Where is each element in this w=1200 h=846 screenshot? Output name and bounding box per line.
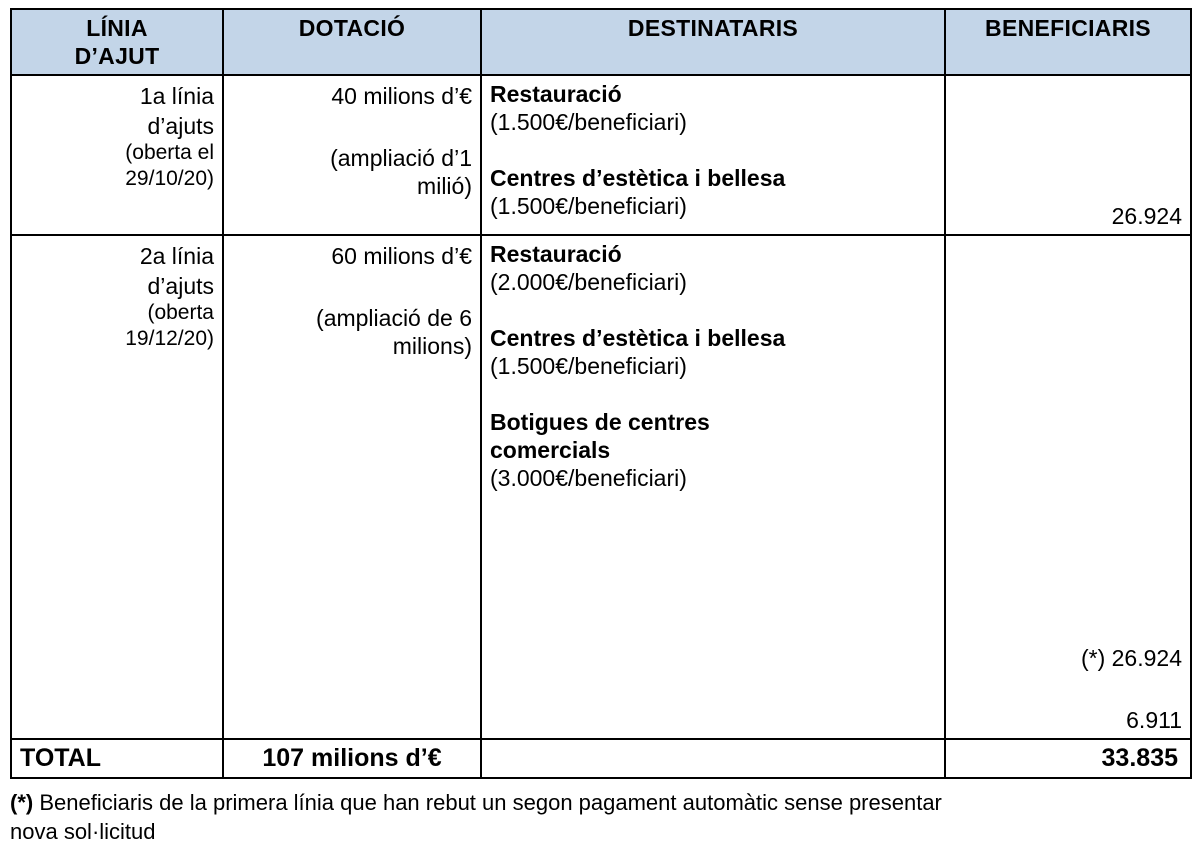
cell-dotacio-2 [223,235,481,739]
destinatari-title: Centres d’estètica i bellesa [490,165,786,192]
dotacio-amount: 60 milions d’€ [331,243,472,270]
column-header-linia-line1: LÍNIA [86,15,148,41]
destinatari-title: Restauració [490,241,622,268]
destinatari-group [490,164,936,220]
aid-lines-table [10,8,1192,779]
linia-opened-line1: (oberta [147,301,214,325]
table-header-row [11,9,1191,75]
footnote [10,788,1200,846]
linia-title-line1: 1a línia [139,83,214,110]
linia-title-line1: 2a línia [139,243,214,270]
cell-dotacio-1 [223,75,481,235]
beneficiaris-value-secondary: 6.911 [1126,707,1182,734]
cell-beneficiaris-1 [945,75,1191,235]
table-header [11,9,1191,75]
dotacio-extra-line2: milions) [392,333,472,360]
dotacio-extra-line1: (ampliació de 6 [316,305,472,332]
total-beneficiaris: 33.835 [945,739,1191,778]
column-header-linia-dajut [11,9,223,75]
table-row [11,235,1191,739]
destinatari-amount: (1.500€/beneficiari) [490,109,687,136]
destinatari-group [490,80,936,136]
linia-opened-line1: (oberta el [125,141,214,165]
footnote-marker: (*) [10,789,34,815]
total-label: TOTAL [11,739,223,778]
table-body [11,75,1191,778]
cell-beneficiaris-2 [945,235,1191,739]
total-destinataris [481,739,945,778]
destinatari-group [490,240,936,296]
cell-linia-ajuts-2 [11,235,223,739]
cell-destinataris-2 [481,235,945,739]
dotacio-extra-line2: milió) [417,173,472,200]
beneficiaris-value: 26.924 [1111,203,1182,230]
destinatari-title-line1: Botigues de centres [490,409,710,436]
column-header-beneficiaris: BENEFICIARIS [945,9,1191,75]
footnote-line2: nova sol·licitud [10,818,156,844]
linia-title-line2: d’ajuts [147,273,214,300]
total-dotacio: 107 milions d’€ [223,739,481,778]
linia-opened-line2: 29/10/20) [125,166,214,190]
table-total-row [11,739,1191,778]
destinatari-amount: (2.000€/beneficiari) [490,269,687,296]
dotacio-amount: 40 milions d’€ [331,83,472,110]
destinatari-amount: (1.500€/beneficiari) [490,353,687,380]
linia-opened-line2: 19/12/20) [125,326,214,350]
destinatari-group [490,408,936,492]
destinatari-title: Restauració [490,81,622,108]
column-header-dotacio: DOTACIÓ [223,9,481,75]
dotacio-extra-line1: (ampliació d’1 [330,145,472,172]
destinatari-title-line2: comercials [490,437,611,464]
column-header-linia-line2: D’AJUT [74,43,160,70]
cell-linia-ajuts-1 [11,75,223,235]
destinatari-amount: (1.500€/beneficiari) [490,193,687,220]
footnote-line1: Beneficiaris de la primera línia que han rebut un segon pagament automàtic sense presentar [33,789,942,815]
linia-title-line2: d’ajuts [147,113,214,140]
cell-destinataris-1 [481,75,945,235]
destinatari-group [490,324,936,380]
destinatari-title: Centres d’estètica i bellesa [490,325,786,352]
beneficiaris-value-primary: (*) 26.924 [1080,645,1182,672]
table-row [11,75,1191,235]
column-header-destinataris: DESTINATARIS [481,9,945,75]
destinatari-amount: (3.000€/beneficiari) [490,465,687,492]
